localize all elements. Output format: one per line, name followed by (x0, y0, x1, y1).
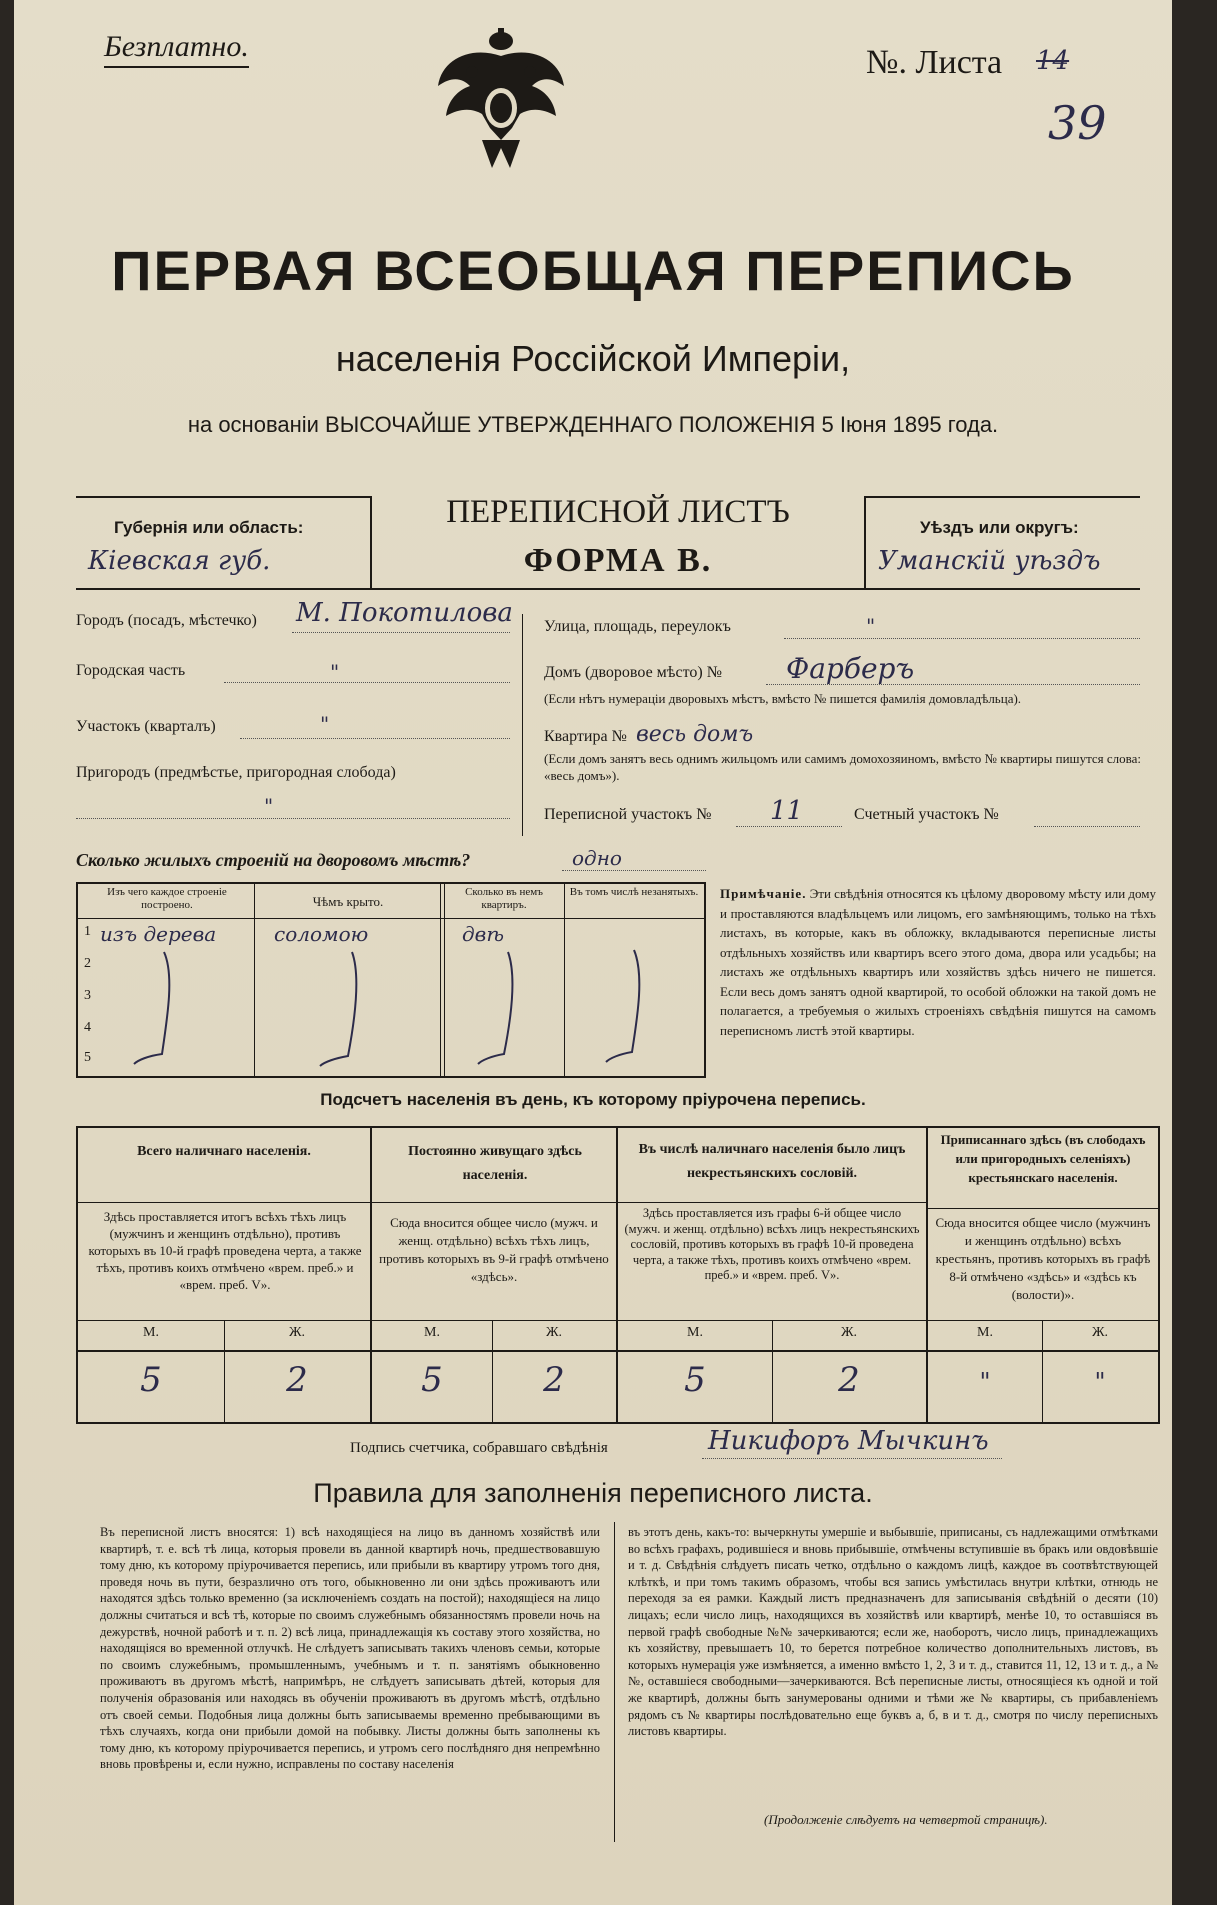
buildings-row1-material[interactable]: изъ дерева (100, 922, 217, 946)
pop-col1-m-label: М. (143, 1325, 159, 1340)
handwritten-ditto-marks (78, 944, 704, 1074)
form-type: ФОРМА В. (523, 542, 713, 579)
pop-col3-desc: Здѣсь проставляется изъ графы 6-й общее число (мужч. и женщ. отдѣльно) всѣхъ лицъ некрестьянскихъ сословій, противъ которыхъ въ графѣ 10-й проведена черта, а также тѣхъ, противъ коихъ отмѣчено «врем. преб.» и «врем. преб. V». (624, 1206, 920, 1282)
city-value[interactable]: М. Покотилова (296, 598, 513, 628)
uezd-value[interactable]: Уманскій уѣздъ (878, 546, 1101, 576)
buildings-header-apartments: Сколько въ немъ квартиръ. (465, 886, 543, 911)
pop-col4-desc: Сюда вносится общее число (мужчинъ и женщинъ отдѣльно) всѣхъ крестьянъ, противъ которыхъ въ графѣ 8-й отмѣчено «здѣсь» и «здѣсь къ (волости)». (935, 1215, 1151, 1302)
buildings-note (720, 884, 1156, 1040)
pop-col3-f-value[interactable]: 2 (838, 1360, 860, 1400)
note-title: Примѣчаніе. (720, 886, 807, 901)
buildings-header-roof: Чѣмъ крыто. (312, 894, 384, 909)
buildings-row-num-3: 3 (84, 988, 91, 1003)
pop-col4-m-value[interactable]: " (979, 1368, 991, 1396)
census-area-label: Переписной участокъ № (544, 806, 712, 823)
pop-col2-f-label: Ж. (545, 1325, 563, 1340)
uezd-label: Уѣздъ или округъ: (920, 518, 1079, 537)
buildings-row-num-4: 4 (84, 1020, 91, 1035)
buildings-answer[interactable]: одно (572, 846, 622, 870)
pop-col3-header: Въ числѣ наличнаго населенія было лицъ некрестьянскихъ сословій. (638, 1142, 906, 1181)
signature-label: Подпись счетчика, собравшаго свѣдѣнія (350, 1440, 608, 1456)
buildings-row-num-2: 2 (84, 956, 91, 971)
pop-col1-desc: Здѣсь проставляется итогъ всѣхъ тѣхъ лицъ (мужчинъ и женщинъ отдѣльно), противъ которыхъ въ 10-й графѣ проведена черта, а также тѣхъ, противъ коихъ отмѣчено «врем. преб.» и «врем. преб. V». (88, 1209, 362, 1292)
buildings-header-vacant: Въ томъ числѣ незанятыхъ. (569, 886, 699, 898)
buildings-row1-roof[interactable]: соломою (274, 922, 369, 946)
basis-line: на основаніи ВЫСОЧАЙШЕ УТВЕРЖДЕННАГО ПОЛОЖЕНІЯ 5 Іюня 1895 года. (187, 412, 999, 437)
street-value[interactable]: " (866, 614, 876, 638)
house-label: Домъ (дворовое мѣсто) № (544, 664, 722, 681)
gubernia-value[interactable]: Кіевская губ. (88, 546, 271, 576)
city-part-label: Городская часть (76, 662, 186, 679)
pop-col4-f-label: Ж. (1091, 1325, 1109, 1340)
suburb-value[interactable]: " (264, 794, 274, 818)
rules-continued: (Продолженіе слѣдуетъ на четвертой страницѣ). (764, 1812, 1048, 1827)
free-label: Безплатно. (104, 30, 249, 68)
form-name: ПЕРЕПИСНОЙ ЛИСТЪ (446, 494, 790, 530)
rules-right-column: въ этотъ день, какъ-то: вычеркнуты умершіе и выбывшіе, приписаны, съ надлежащими отмѣтками во всѣхъ графахъ, родившіеся и вновь прибывшіе, отмѣчены вступившіе въ бракъ или овдовѣвшіе и т. д. Свѣдѣнія слѣдуетъ писать четко, отдѣльно о каждомъ лицѣ, каждое въ соотвѣтствующей клѣткѣ, и при томъ такимъ образомъ, чтобы вся запись умѣстилась внутри клѣтки, отнюдь не переходя за ея рамки. Каждый листъ предназначенъ для записыванія свѣдѣній о десяти (10) лицахъ; если число лицъ, находящихся въ хозяйствѣ или квартирѣ, менѣе 10, то оставшіяся въ первой графѣ свободные №№ зачеркиваются; если же, наоборотъ, число лицъ, принадлежащихъ къ хозяйству, превышаетъ 10, то берется потребное количество дополнительныхъ листовъ, въ которыхъ нумерація уже измѣняется, а именно вмѣсто 1, 2, 3 и т. д., ставится 11, 12, 13 и т. д., а №№, оставшіеся свободными—зачеркиваются. Всѣ переписные листы, относящіеся къ одной и той же квартирѣ, должны быть занумерованы одними и тѣми же № квартиры, съ прибавленіемъ рядомъ съ № квартиры послѣдовательно еще буквъ а, б, в и т. д., смотря по числу переписныхъ листовъ квартиры. (628, 1525, 1158, 1739)
pop-col1-header: Всего наличнаго населенія. (137, 1144, 311, 1159)
population-table (76, 1126, 1160, 1424)
house-value[interactable]: Фарберъ (786, 652, 915, 685)
pop-col4-f-value[interactable]: " (1094, 1368, 1106, 1396)
population-title: Подсчетъ населенія въ день, къ которому пріурочена перепись. (320, 1090, 866, 1109)
pop-col2-m-value[interactable]: 5 (421, 1360, 443, 1400)
rules-title: Правила для заполненія переписного листа. (313, 1478, 873, 1508)
count-area-label: Счетный участокъ № (854, 806, 999, 823)
subtitle: населенія Россійской Имперіи, (335, 338, 851, 379)
signature-value[interactable]: Никифоръ Мычкинъ (708, 1426, 989, 1456)
apartment-note: (Если домъ занятъ весь однимъ жильцомъ или самимъ домохозяиномъ, вмѣсто № квартиры пишутся слова: «весь домъ»). (544, 751, 1142, 783)
census-area-value[interactable]: 11 (770, 796, 804, 826)
pop-col4-header: Приписаннаго здѣсь (въ слободахъ или пригородныхъ селеніяхъ) крестьянскаго населенія. (940, 1132, 1146, 1185)
buildings-header-material: Изъ чего каждое строеніе построено. (107, 886, 227, 911)
gubernia-label: Губернія или область: (114, 518, 304, 537)
city-row (76, 612, 257, 630)
rules-left-column: Въ переписной листъ вносятся: 1) всѣ находящіеся на лицо въ данномъ хозяйствѣ или квартирѣ, т. е. всѣ тѣ лица, которыя провели въ данной квартирѣ ночь, предшествовавшую тому дню, къ которому пріурочивается перепись, или прибыли въ квартиру утромъ того дня, проведя ночь въ пути, безразлично отъ того, обыкновенно ли они здѣсь проживаютъ или находятся здѣсь только временно (за исключеніемъ создать на постой); находящіеся на лицо должны считаться и всѣ тѣ, которые по своимъ служебнымъ обязанностямъ провели ночь на дежурствѣ, ночной работѣ и т. п. 2) всѣ лица, принадлежащія къ составу этого хозяйства, но находящіяся во временной отлучкѣ. Не слѣдуетъ записывать такихъ членовъ семьи, которые по своимъ служебнымъ, промышленнымъ, учебнымъ и т. п. занятіямъ обыкновенно проживаютъ въ другомъ мѣстѣ, напримѣръ, не слѣдуетъ записывать дѣтей, которыя для полученія образованія или находясь въ обученіи проживаютъ въ другомъ мѣстѣ, отдѣльно отъ своей семьи. Подобныя лица должны быть записываемы временно пребывающими въ тѣхъ случаяхъ, когда они прибыли домой на побывку. Листы должны быть заполнены къ тому дню, къ которому пріурочивается перепись, и утромъ сего послѣдняго дня непремѣнно вновь провѣрены и, если нужно, исправлены по составу населенія (100, 1525, 600, 1772)
pop-col2-f-value[interactable]: 2 (543, 1360, 565, 1400)
suburb-label: Пригородъ (предмѣстье, пригородная слобода) (76, 764, 396, 781)
pop-col4-m-label: М. (977, 1325, 993, 1340)
pop-col2-m-label: М. (424, 1325, 440, 1340)
buildings-question: Сколько жилыхъ строеній на дворовомъ мѣстѣ? (76, 850, 471, 870)
city-part-value[interactable]: " (330, 660, 340, 684)
note-text: Эти свѣдѣнія относятся къ цѣлому дворовому мѣсту или дому и проставляются владѣльцемъ или лицомъ, его замѣняющимъ, только на тѣхъ листахъ, въ которые, какъ въ обложку, вкладываются переписные листы отдѣльныхъ хозяйствъ или квартиръ всего этого дома, двора или усадьбы; на листахъ же отдѣльныхъ квартиръ или хозяйствъ здѣсь ничего не пишется. Если весь домъ занятъ одной квартирой, то особой обложки на такой домъ не полагается, а требуемыя о жилыхъ строеніяхъ свѣдѣнія пишутся на самомъ переписномъ листѣ этой квартиры. (720, 886, 1157, 1038)
street-label: Улица, площадь, переулокъ (544, 618, 731, 635)
apartment-label: Квартира № (544, 728, 627, 745)
district-label: Участокъ (кварталъ) (76, 718, 216, 735)
pop-col1-f-label: Ж. (288, 1325, 306, 1340)
sheet-number-crossed: 14 (1036, 46, 1070, 76)
buildings-row-num-5: 5 (84, 1050, 91, 1065)
main-title: ПЕРВАЯ ВСЕОБЩАЯ ПЕРЕПИСЬ (111, 239, 1075, 302)
census-sheet (14, 0, 1172, 1905)
city-label: Городъ (посадъ, мѣстечко) (76, 612, 257, 629)
pop-col2-header: Постоянно живущаго здѣсь населенія. (408, 1144, 582, 1183)
pop-col2-desc: Сюда вносится общее число (мужч. и женщ. отдѣльно) всѣхъ тѣхъ лицъ, противъ которыхъ въ 9-й графѣ отмѣчено «здѣсь». (379, 1215, 609, 1284)
pop-col3-m-label: М. (687, 1325, 703, 1340)
buildings-row1-apartments[interactable]: двѣ (462, 922, 504, 946)
district-value[interactable]: " (320, 712, 330, 736)
pop-col3-m-value[interactable]: 5 (684, 1360, 706, 1400)
pop-col1-f-value[interactable]: 2 (286, 1360, 308, 1400)
buildings-table (76, 882, 706, 1078)
pop-col1-m-value[interactable]: 5 (140, 1360, 162, 1400)
apartment-value[interactable]: весь домъ (636, 722, 754, 747)
double-headed-eagle-emblem (432, 28, 570, 178)
sheet-number-value: 39 (1048, 96, 1107, 150)
house-note: (Если нѣтъ нумераціи дворовыхъ мѣстъ, вмѣсто № пишется фамилія домовладѣльца). (544, 691, 1022, 706)
buildings-row-num-1: 1 (84, 924, 91, 939)
sheet-number-label: №. Листа (866, 44, 1003, 81)
pop-col3-f-label: Ж. (840, 1325, 858, 1340)
